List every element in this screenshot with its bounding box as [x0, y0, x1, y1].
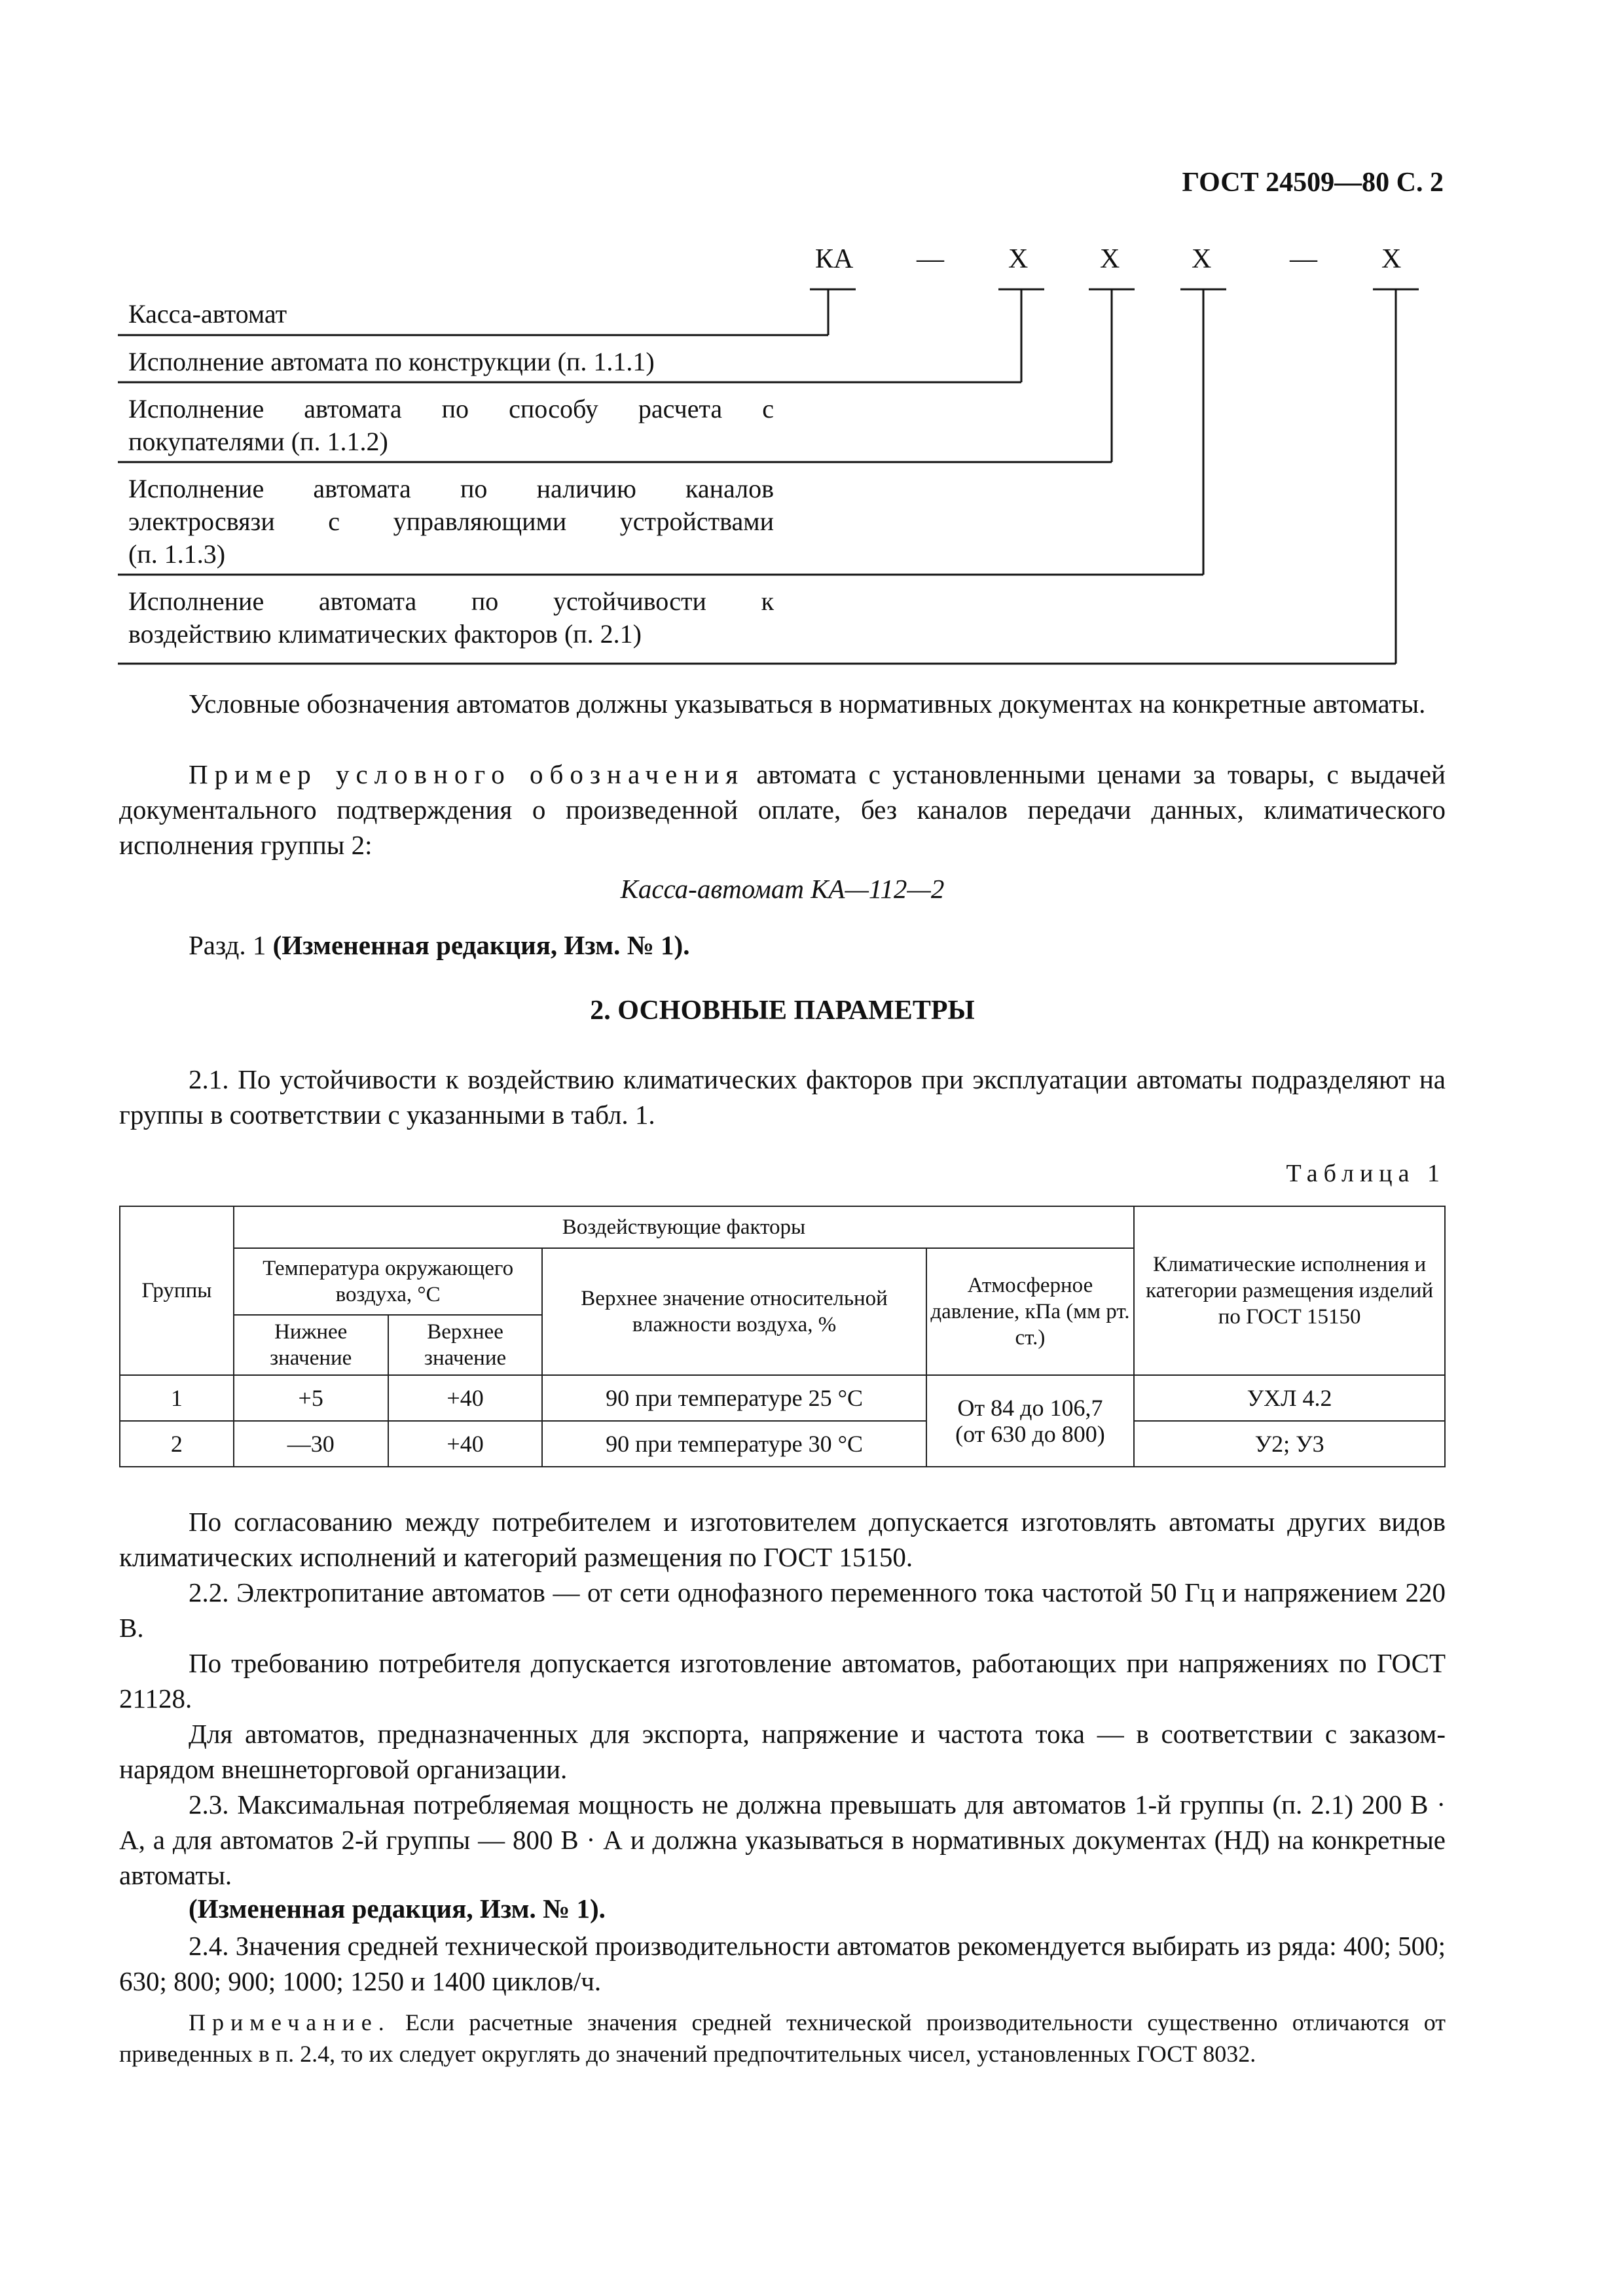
paragraph-2-1: 2.1. По устойчивости к воздействию климатических факторов при эксплуатации автоматы подразделяют на группы в соответствии с указанными в табл. 1.	[119, 1064, 1446, 1130]
code-part-dash-2: —	[1290, 244, 1317, 274]
cell-climate: У2; У3	[1134, 1421, 1445, 1467]
razd-label: Разд. 1	[189, 930, 273, 960]
header-pressure: Атмосферное давление, кПа (мм рт. ст.)	[926, 1248, 1135, 1375]
example-label-spaced: Пример условного обозначения	[189, 759, 745, 789]
code-part-x-2: Х	[1100, 244, 1120, 274]
designation-label-2: Исполнение автомата по конструкции (п. 1.1.1)	[128, 347, 655, 376]
paragraph-designation-note: Условные обозначения автоматов должны указываться в нормативных документах на конкретные автоматы.	[189, 689, 1426, 719]
code-part-x-3: Х	[1192, 244, 1212, 274]
page-header: ГОСТ 24509—80 С. 2	[1182, 168, 1444, 198]
cell-group: 2	[120, 1421, 234, 1467]
header-climate: Климатические исполнения и категории размещения изделий по ГОСТ 15150	[1134, 1206, 1445, 1375]
cell-lower: +5	[234, 1375, 388, 1421]
cell-climate: УХЛ 4.2	[1134, 1375, 1445, 1421]
paragraph-2-2-export: Для автоматов, предназначенных для экспорта, напряжение и частота тока — в соответствии с заказом-нарядом внешнеторговой организации.	[119, 1719, 1446, 1784]
table-row	[120, 1375, 1445, 1421]
header-humidity: Верхнее значение относительной влажности воздуха, %	[542, 1248, 926, 1375]
code-part-x-4: Х	[1381, 244, 1402, 274]
cell-humidity: 90 при температуре 30 °С	[542, 1421, 926, 1467]
code-part-dash-1: —	[917, 244, 944, 274]
designation-label-3a: Исполнение автомата по способу расчета с	[128, 394, 774, 423]
paragraph-2-2-voltage: По требованию потребителя допускается изготовление автоматов, работающих при напряжениях по ГОСТ 21128.	[119, 1648, 1446, 1713]
cell-pressure	[926, 1375, 1135, 1467]
cell-pressure-line-2: (от 630 до 800)	[955, 1421, 1105, 1447]
designation-label-4b: электросвязи с управляющими устройствами	[128, 507, 774, 536]
code-part-x-1: Х	[1008, 244, 1029, 274]
designation-connector-lines	[0, 0, 1623, 720]
example-designation: Касса-автомат КА—112—2	[620, 874, 945, 904]
climate-groups-table	[119, 1206, 1446, 1467]
table-caption: Таблица 1	[1286, 1160, 1446, 1187]
designation-label-5b: воздействию климатических факторов (п. 2.1)	[128, 619, 642, 649]
note-label: Примечание.	[189, 2009, 391, 2036]
designation-label-3b: покупателями (п. 1.1.2)	[128, 427, 388, 456]
razd-revision-bold: (Измененная редакция, Изм. № 1).	[272, 930, 690, 960]
header-factors: Воздействующие факторы	[234, 1206, 1134, 1248]
example-intro-rest: автомата с установленными ценами за товары, с выдачей документального подтверждения о произведенной оплате, без каналов передачи данных, климатического исполнения группы 2:	[119, 759, 1446, 860]
designation-label-5a: Исполнение автомата по устойчивости к	[128, 586, 774, 616]
razd-revision-note	[189, 929, 689, 961]
header-temp-lower: Нижнее значение	[234, 1315, 388, 1375]
cell-lower: —30	[234, 1421, 388, 1467]
revision-note-2-3: (Измененная редакция, Изм. № 1).	[189, 1893, 606, 1924]
paragraph-example-intro	[119, 757, 1446, 863]
cell-upper: +40	[388, 1375, 543, 1421]
designation-label-4c: (п. 1.1.3)	[128, 539, 226, 569]
header-temp-upper: Верхнее значение	[388, 1315, 543, 1375]
designation-label-4a: Исполнение автомата по наличию каналов	[128, 474, 774, 503]
cell-group: 1	[120, 1375, 234, 1421]
header-groups: Группы	[120, 1206, 234, 1375]
note-paragraph	[119, 2007, 1446, 2070]
note-text: Если расчетные значения средней технической производительности существенно отличаются от приведенных в п. 2.4, то их следует округлять до значений предпочтительных чисел, установленных ГОСТ 8032.	[119, 2009, 1446, 2067]
table-row	[120, 1421, 1445, 1467]
cell-humidity: 90 при температуре 25 °С	[542, 1375, 926, 1421]
cell-upper: +40	[388, 1421, 543, 1467]
paragraph-agreement: По согласованию между потребителем и изготовителем допускается изготовлять автоматы других видов климатических исполнений и категорий размещения по ГОСТ 15150.	[119, 1507, 1446, 1572]
code-part-ka: КА	[815, 244, 854, 274]
designation-label-1: Касса-автомат	[128, 299, 287, 329]
cell-pressure-line-1: От 84 до 106,7	[957, 1395, 1103, 1421]
section-title: 2. ОСНОВНЫЕ ПАРАМЕТРЫ	[590, 996, 975, 1026]
paragraph-2-3: 2.3. Максимальная потребляемая мощность не должна превышать для автоматов 1-й группы (п. 2.1) 200 В · А, а для автоматов 2-й группы — 800 В · А и должна указываться в нормативных документах (НД) на конкретные автоматы.	[119, 1789, 1446, 1890]
paragraph-2-4: 2.4. Значения средней технической производительности автоматов рекомендуется выбирать из ряда: 400; 500; 630; 800; 900; 1000; 1250 и 1400 циклов/ч.	[119, 1931, 1446, 1996]
header-temperature: Температура окружающего воздуха, °С	[234, 1248, 543, 1315]
paragraph-2-2: 2.2. Электропитание автоматов — от сети однофазного переменного тока частотой 50 Гц и напряжением 220 В.	[119, 1577, 1446, 1643]
